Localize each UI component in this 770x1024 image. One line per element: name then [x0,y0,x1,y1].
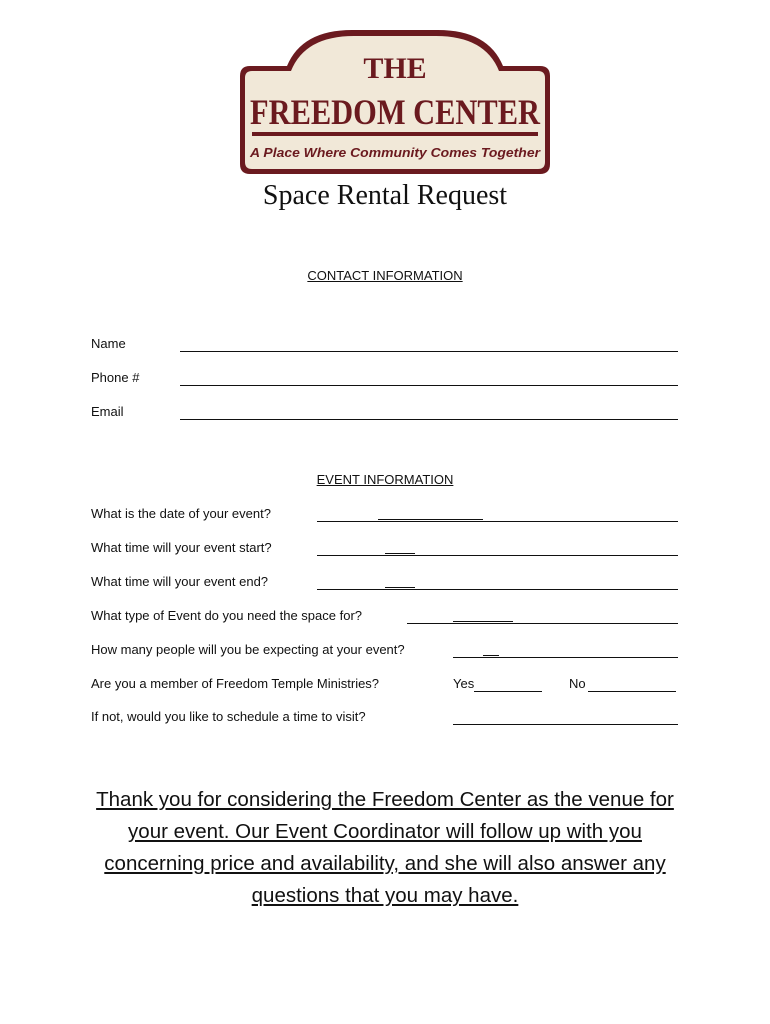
phone-field[interactable] [180,385,678,386]
attendees-label: How many people will you be expecting at your event? [91,642,405,657]
start-time-field[interactable] [317,555,678,556]
logo-graphic [232,26,558,178]
page-title: Space Rental Request [262,180,508,211]
member-no-label: No [569,676,586,691]
event-date-label: What is the date of your event? [91,506,271,521]
event-type-underscore [453,621,513,622]
email-label: Email [91,404,124,419]
thank-you-note: Thank you for considering the Freedom Center as the venue for your event. Our Event Coordinator will follow up with you concerning price and availability, and she will also answer any questions that you may have. [96,788,674,907]
visit-field[interactable] [453,724,678,725]
name-label: Name [91,336,126,351]
attendees-underscore [483,655,499,656]
logo-tagline: A Place Where Community Comes Together [248,145,541,160]
event-type-label: What type of Event do you need the space for? [91,608,363,623]
event-date-underscore [378,519,483,520]
logo-line2: FREEDOM CENTER [250,92,541,132]
contact-heading: CONTACT INFORMATION [307,268,463,283]
end-time-label: What time will your event end? [91,574,269,589]
event-type-field[interactable] [407,623,678,624]
start-time-label: What time will your event start? [91,540,272,555]
member-yes-field[interactable] [474,691,542,692]
start-time-underscore [385,553,415,554]
name-field[interactable] [180,351,678,352]
phone-label: Phone # [91,370,140,385]
logo-divider [252,132,538,136]
event-date-field[interactable] [317,521,678,522]
freedom-center-logo [232,26,558,178]
visit-label: If not, would you like to schedule a time to visit? [91,709,366,724]
email-field[interactable] [180,419,678,420]
end-time-underscore [385,587,415,588]
end-time-field[interactable] [317,589,678,590]
attendees-field[interactable] [453,657,678,658]
member-no-field[interactable] [588,691,676,692]
member-yes-label: Yes [453,676,475,691]
member-label: Are you a member of Freedom Temple Ministries? [91,676,380,691]
event-heading: EVENT INFORMATION [316,472,454,487]
logo-line1: THE [363,52,427,85]
